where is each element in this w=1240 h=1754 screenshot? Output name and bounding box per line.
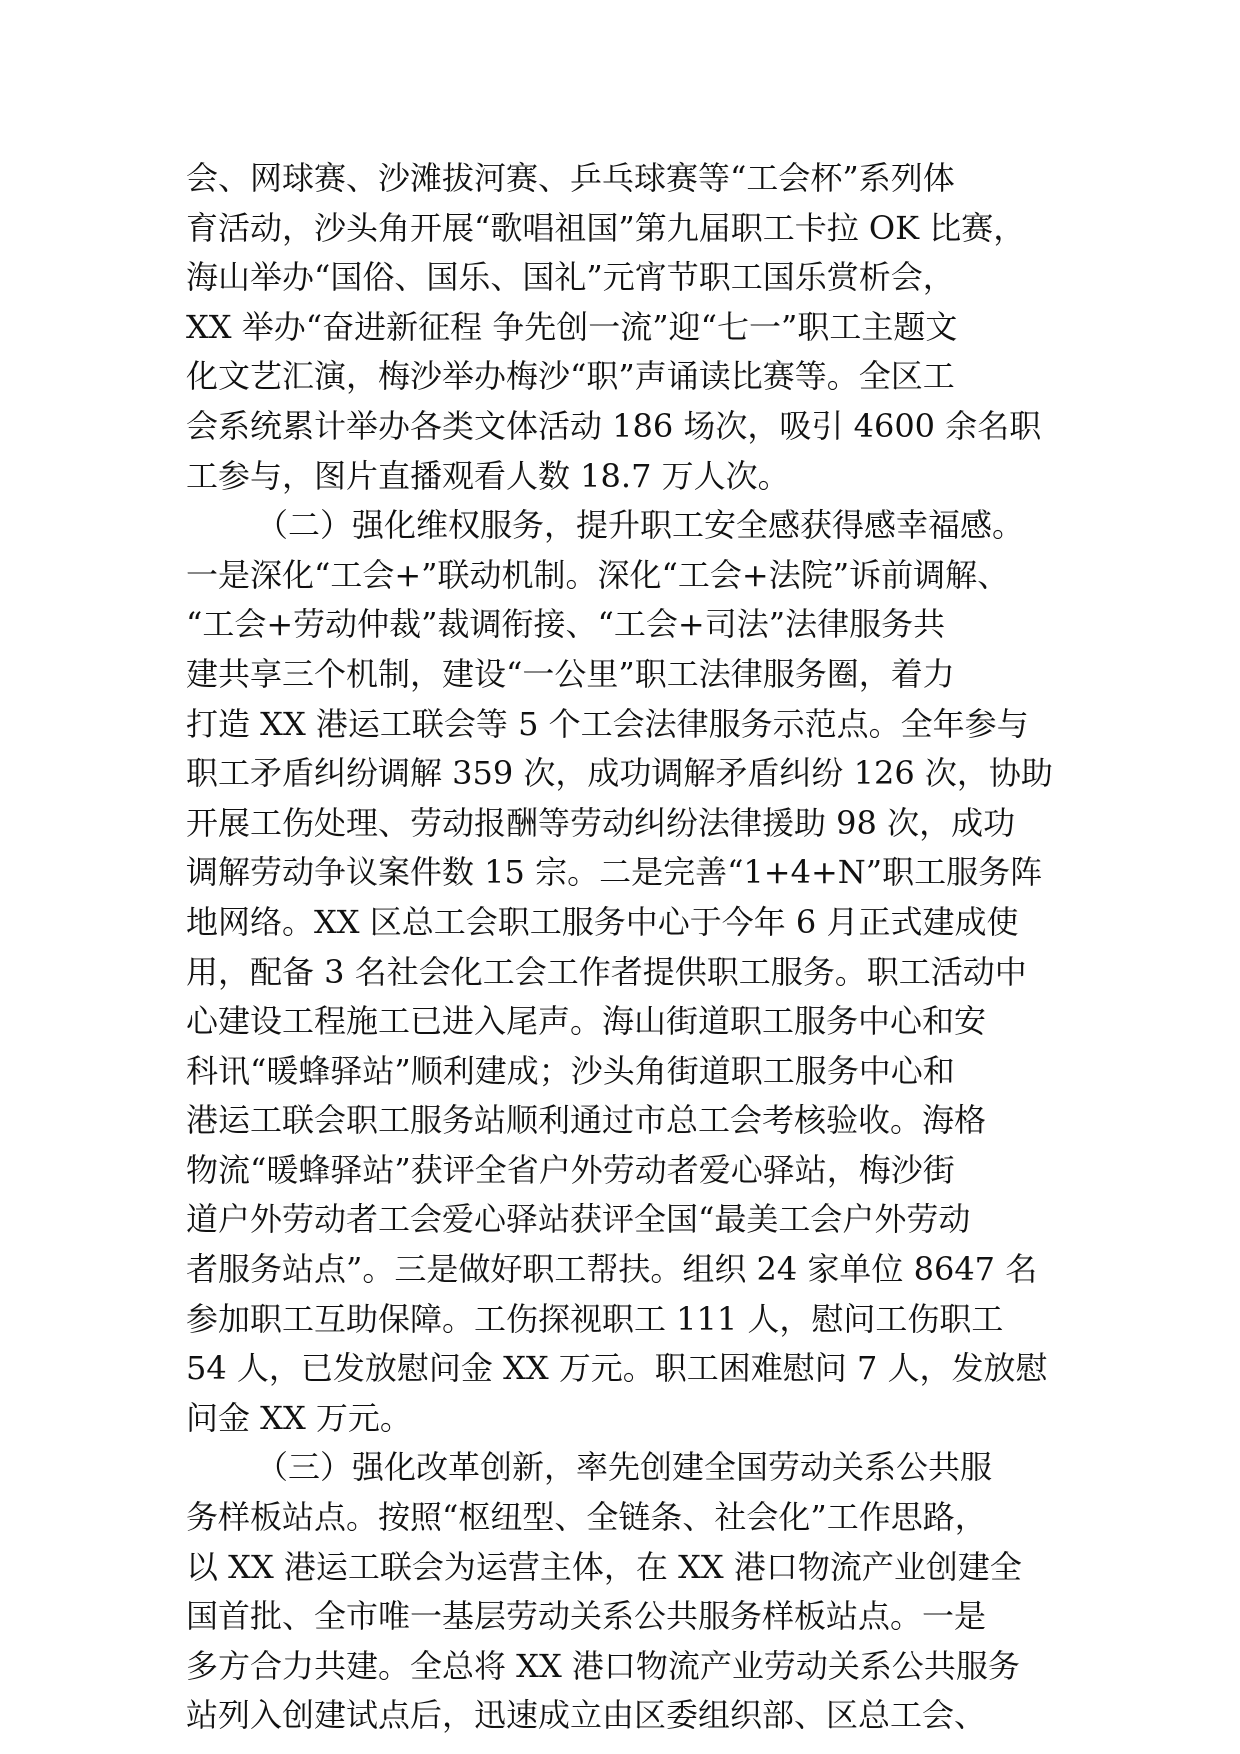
text-line: 工参与，图片直播观看人数 18.7 万人次。 xyxy=(186,456,790,495)
text-line: 职工矛盾纠纷调解 359 次，成功调解矛盾纠纷 126 次，协助 xyxy=(186,754,1053,793)
text-line: 务样板站点。按照“枢纽型、全链条、社会化”工作思路， xyxy=(186,1498,987,1537)
text-line: 打造 XX 港运工联会等 5 个工会法律服务示范点。全年参与 xyxy=(186,704,1029,743)
text-line: 化文艺汇演，梅沙举办梅沙“职”声诵读比赛等。全区工 xyxy=(186,357,955,396)
text-line: 育活动，沙头角开展“歌唱祖国”第九届职工卡拉 OK 比赛， xyxy=(186,208,1026,247)
text-line: 参加职工互助保障。工伤探视职工 111 人，慰问工伤职工 xyxy=(186,1299,1004,1338)
text-line: 物流“暖蜂驿站”获评全省户外劳动者爱心驿站，梅沙街 xyxy=(186,1150,955,1189)
section-heading-2: （二）强化维权服务，提升职工安全感获得感幸福感。 xyxy=(256,506,1025,545)
text-line: 以 XX 港运工联会为运营主体，在 XX 港口物流产业创建全 xyxy=(186,1547,1022,1586)
text-line: XX 举办“奋进新征程 争先创一流”迎“七一”职工主题文 xyxy=(186,307,958,346)
body-text xyxy=(186,154,1086,1741)
text-line: 地网络。XX 区总工会职工服务中心于今年 6 月正式建成使 xyxy=(186,902,1019,941)
text-line: 开展工伤处理、劳动报酬等劳动纠纷法律援助 98 次，成功 xyxy=(186,803,1016,842)
text-line: 用，配备 3 名社会化工会工作者提供职工服务。职工活动中 xyxy=(186,952,1027,991)
text-line: 站列入创建试点后，迅速成立由区委组织部、区总工会、 xyxy=(186,1696,987,1735)
text-line: 科讯“暖蜂驿站”顺利建成；沙头角街道职工服务中心和 xyxy=(186,1051,955,1090)
text-line: “工会+劳动仲裁”裁调衔接、“工会+司法”法律服务共 xyxy=(186,605,946,644)
text-line: 者服务站点”。三是做好职工帮扶。组织 24 家单位 8647 名 xyxy=(186,1250,1038,1289)
text-line: 调解劳动争议案件数 15 宗。二是完善“1+4+N”职工服务阵 xyxy=(186,853,1043,892)
text-line: 港运工联会职工服务站顺利通过市总工会考核验收。海格 xyxy=(186,1101,987,1140)
text-line: 多方合力共建。全总将 XX 港口物流产业劳动关系公共服务 xyxy=(186,1646,1020,1685)
text-line: 问金 XX 万元。 xyxy=(186,1398,412,1437)
text-line: 一是深化“工会+”联动机制。深化“工会+法院”诉前调解、 xyxy=(186,555,1010,594)
text-line: 海山举办“国俗、国乐、国礼”元宵节职工国乐赏析会， xyxy=(186,258,955,297)
text-line: 会系统累计举办各类文体活动 186 场次，吸引 4600 余名职 xyxy=(186,406,1042,445)
text-line: 会、网球赛、沙滩拔河赛、乒乓球赛等“工会杯”系列体 xyxy=(186,159,955,197)
text-line: 建共享三个机制，建设“一公里”职工法律服务圈，着力 xyxy=(186,654,955,693)
section-heading-3: （三）强化改革创新，率先创建全国劳动关系公共服 xyxy=(256,1448,993,1487)
text-line: 心建设工程施工已进入尾声。海山街道职工服务中心和安 xyxy=(186,1002,987,1041)
text-line: 道户外劳动者工会爱心驿站获评全国“最美工会户外劳动 xyxy=(186,1200,971,1239)
text-line: 国首批、全市唯一基层劳动关系公共服务样板站点。一是 xyxy=(186,1597,987,1636)
text-line: 54 人，已发放慰问金 XX 万元。职工困难慰问 7 人，发放慰 xyxy=(186,1349,1048,1388)
